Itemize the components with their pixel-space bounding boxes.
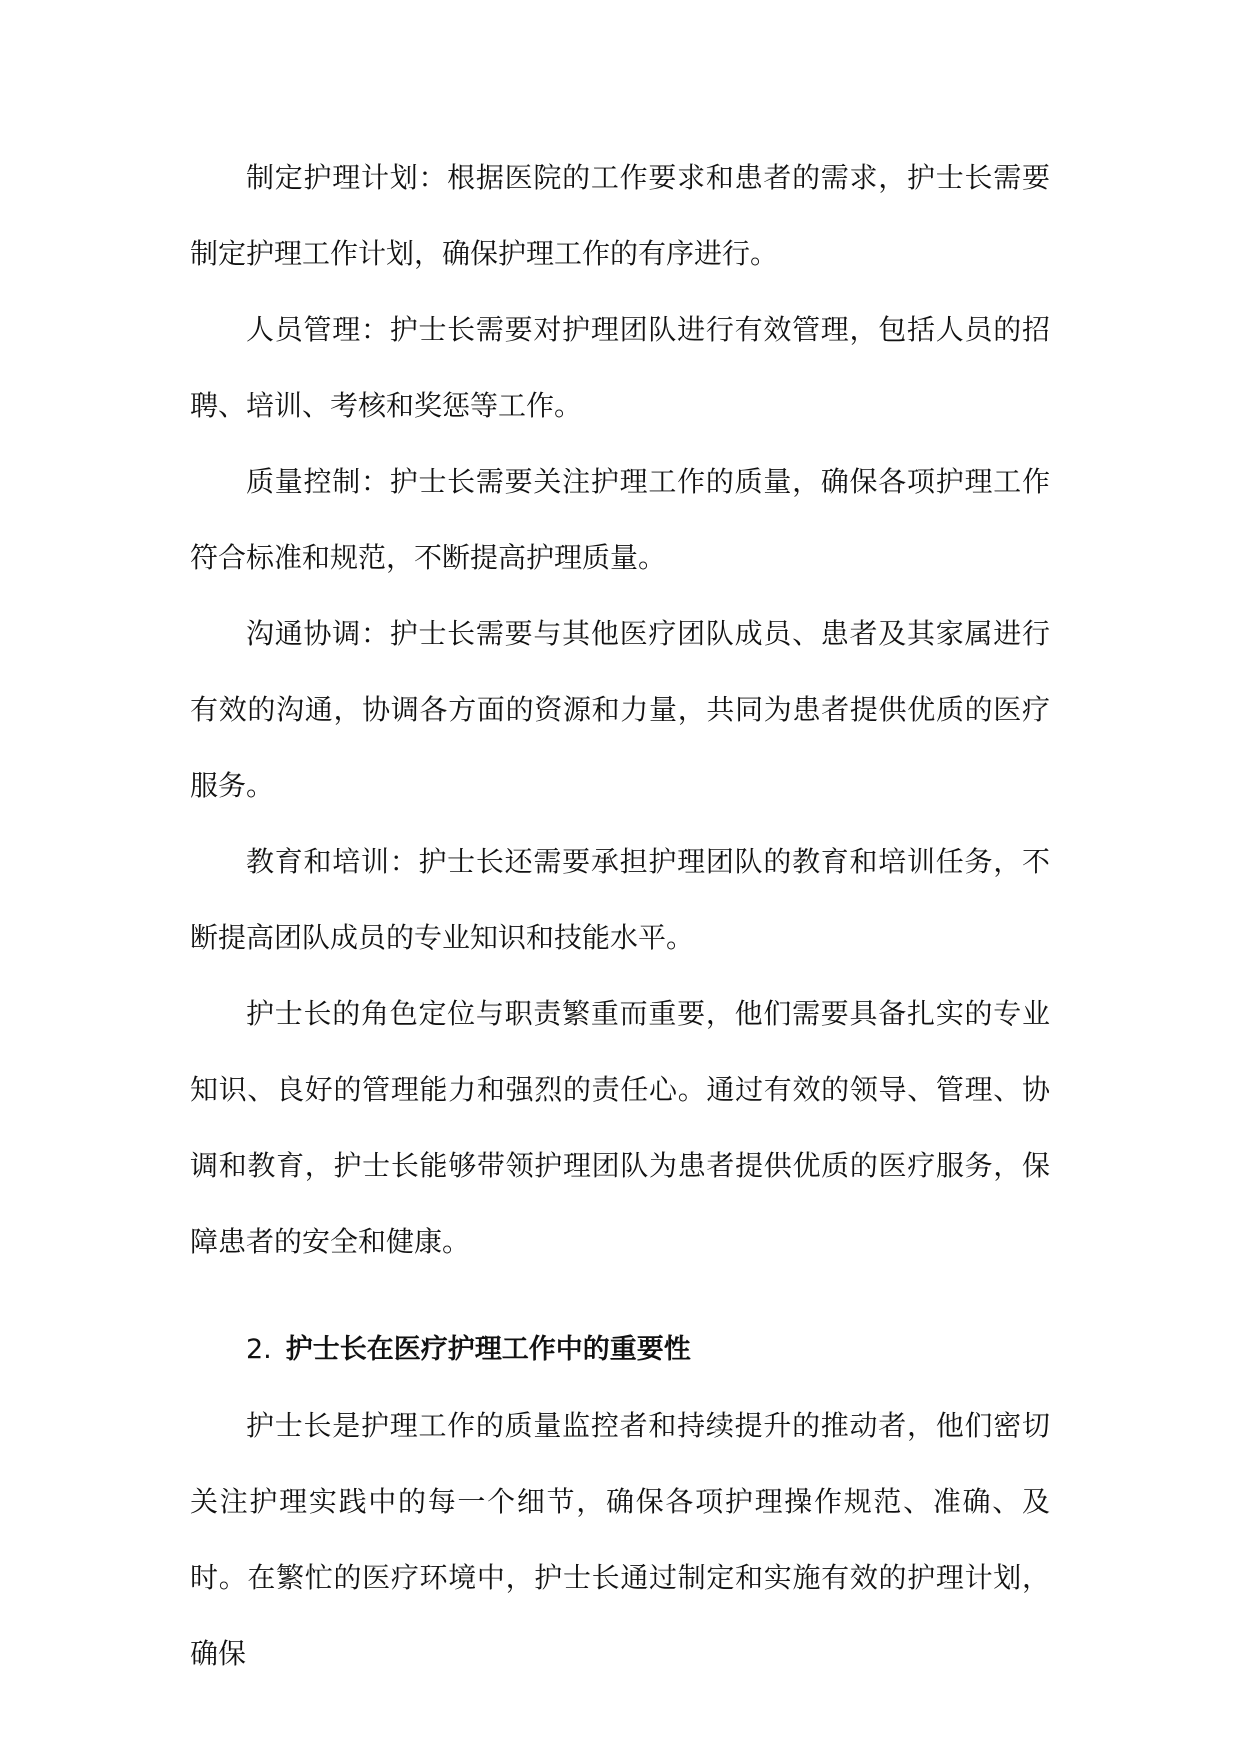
paragraph-quality-control: 质量控制：护士长需要关注护理工作的质量，确保各项护理工作符合标准和规范，不断提高护理质量。 [190, 465, 1050, 574]
section-title: 护士长在医疗护理工作中的重要性 [285, 1334, 691, 1365]
section-number: 2. [246, 1334, 272, 1365]
section-heading [190, 1312, 1050, 1388]
document-body [190, 140, 1050, 1692]
paragraph-education-training: 教育和培训：护士长还需要承担护理团队的教育和培训任务，不断提高团队成员的专业知识和技能水平。 [190, 845, 1050, 954]
paragraph-nursing-plan: 制定护理计划：根据医院的工作要求和患者的需求，护士长需要制定护理工作计划，确保护理工作的有序进行。 [190, 161, 1050, 270]
paragraph-role-summary: 护士长的角色定位与职责繁重而重要，他们需要具备扎实的专业知识、良好的管理能力和强烈的责任心。通过有效的领导、管理、协调和教育，护士长能够带领护理团队为患者提供优质的医疗服务，保障患者的安全和健康。 [190, 997, 1050, 1258]
paragraph-communication: 沟通协调：护士长需要与其他医疗团队成员、患者及其家属进行有效的沟通，协调各方面的资源和力量，共同为患者提供优质的医疗服务。 [190, 617, 1050, 802]
paragraph-importance: 护士长是护理工作的质量监控者和持续提升的推动者，他们密切关注护理实践中的每一个细节，确保各项护理操作规范、准确、及时。在繁忙的医疗环境中，护士长通过制定和实施有效的护理计划，确保 [190, 1409, 1050, 1670]
paragraph-personnel-management: 人员管理：护士长需要对护理团队进行有效管理，包括人员的招聘、培训、考核和奖惩等工作。 [190, 313, 1050, 422]
